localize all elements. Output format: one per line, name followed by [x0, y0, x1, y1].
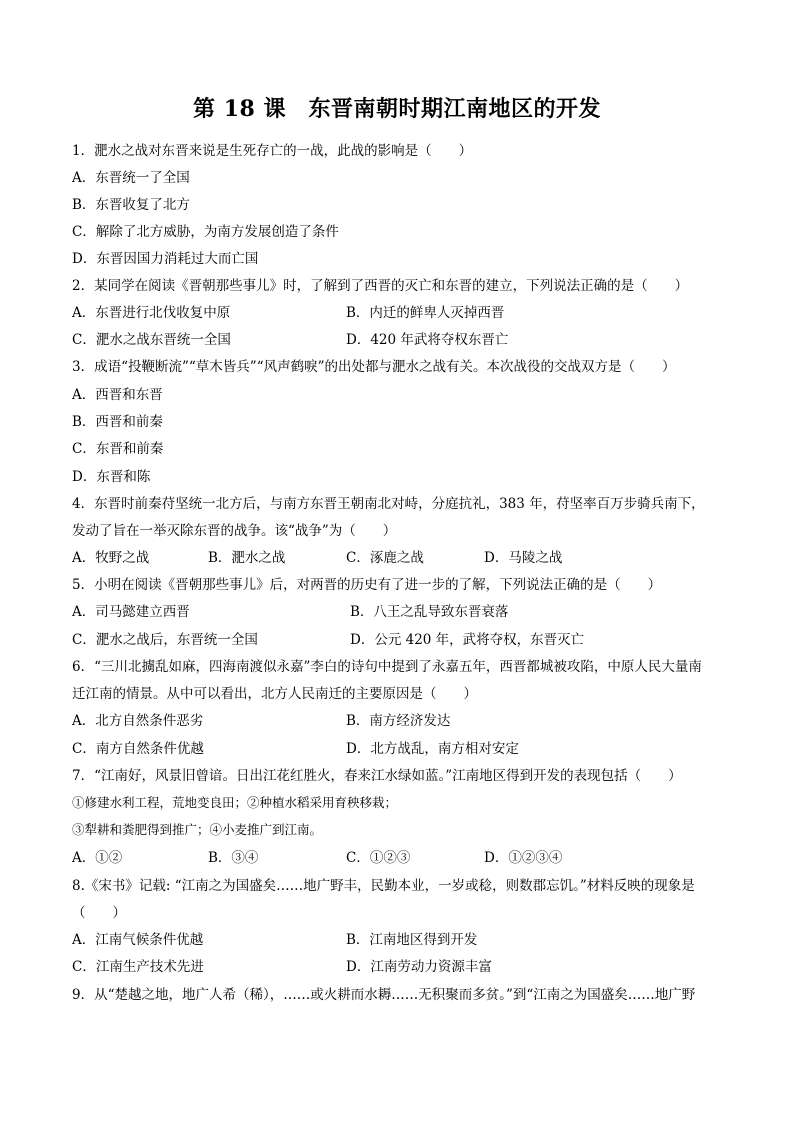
q6-option-d: D．北方战乱，南方相对安定: [346, 741, 519, 757]
q4-option-a: A．牧野之战: [72, 550, 150, 566]
q6-stem-line1: 6．“三川北擄乱如麻，四海南渡似永嘉”李白的诗句中提到了永嘉五年，西晋都城被攻陷，中原人民大量南: [72, 659, 702, 675]
q8-option-c: C．江南生产技术先进: [72, 959, 204, 975]
q3-option-a: A．西晋和东晋: [72, 387, 163, 403]
q1-option-c: C．解除了北方威胁，为南方发展创造了条件: [72, 224, 339, 240]
q2-stem: 2．某同学在阅读《晋朝那些事儿》时，了解到了西晋的灭亡和东晋的建立，下列说法正确的是（ ）: [72, 278, 689, 294]
q2-option-b: B．内迁的鲜卑人灭掉西晋: [346, 305, 505, 321]
q1-option-b: B．东晋收复了北方: [72, 197, 190, 213]
q7-option-c: C．①②③: [346, 850, 411, 866]
q5-stem: 5．小明在阅读《晋朝那些事儿》后，对两晋的历史有了进一步的了解，下列说法正确的是（ ）: [72, 577, 662, 593]
q7-option-d: D．①②③④: [484, 850, 563, 866]
q3-option-d: D．东晋和陈: [72, 469, 151, 485]
q1-option-a: A．东晋统一了全国: [72, 170, 190, 186]
q5-option-d: D．公元 420 年，武将夺权，东晋灭亡: [350, 632, 585, 648]
q6-stem-line2: 迁江南的情景。从中可以看出，北方人民南迁的主要原因是（ ）: [72, 686, 477, 702]
q5-option-c: C．淝水之战后，东晋统一全国: [72, 632, 258, 648]
q3-option-c: C．东晋和前秦: [72, 441, 164, 457]
q6-option-c: C．南方自然条件优越: [72, 741, 204, 757]
q7-option-a: A．①②: [72, 850, 123, 866]
q2-option-c: C．淝水之战东晋统一全国: [72, 332, 231, 348]
q5-option-a: A．司马懿建立西晋: [72, 604, 190, 620]
q4-option-c: C．涿鹿之战: [346, 550, 424, 566]
q1-option-d: D．东晋因国力消耗过大而亡国: [72, 251, 259, 267]
q2-option-d: D．420 年武将夺权东晋亡: [346, 332, 509, 348]
q8-option-a: A．江南气候条件优越: [72, 932, 204, 948]
q7-statement-line2: ③犁耕和粪肥得到推广；④小麦推广到江南。: [72, 822, 323, 837]
q2-option-a: A．东晋进行北伐收复中原: [72, 305, 231, 321]
page-title: 第 18 课 东晋南朝时期江南地区的开发: [193, 96, 601, 122]
q7-statement-line1: ①修建水利工程，荒地变良田；②种植水稻采用育秧移栽；: [72, 795, 398, 810]
q3-stem: 3．成语“投鞭断流”“草木皆兵”“风声鹤唳”的出处都与淝水之战有关。本次战役的交战双方是（ ）: [72, 359, 676, 375]
q1-stem: 1．淝水之战对东晋来说是生死存亡的一战，此战的影响是（ ）: [72, 143, 473, 159]
q4-option-d: D．马陵之战: [484, 550, 563, 566]
q6-option-a: A．北方自然条件恶劣: [72, 713, 204, 729]
q4-option-b: B．淝水之战: [208, 550, 286, 566]
q4-stem-line2: 发动了旨在一举灭除东晋的战争。该“战争”为（ ）: [72, 523, 397, 539]
q8-stem-line1: 8.《宋书》记载: “江南之为国盛矣……地广野丰，民勤本业，一岁或稔，则数郡忘饥。”材料反映的现象是: [72, 878, 695, 894]
q7-option-b: B．③④: [208, 850, 259, 866]
q4-stem-line1: 4．东晋时前秦苻坚统一北方后，与南方东晋王朝南北对峙，分庭抗礼，383 年，苻坚率百万步骑兵南下，: [72, 496, 705, 512]
q8-option-d: D．江南劳动力资源丰富: [346, 959, 492, 975]
q8-option-b: B．江南地区得到开发: [346, 932, 478, 948]
q5-option-b: B．八王之乱导致东晋衰落: [350, 604, 509, 620]
q9-stem-line1: 9．从“楚越之地，地广人希（稀），……或火耕而水耨……无积聚而多贫。”到“江南之为国盛矣……地广野: [72, 987, 696, 1003]
q8-stem-line2: （ ）: [72, 905, 126, 921]
q6-option-b: B．南方经济发达: [346, 713, 451, 729]
q7-stem: 7．“江南好，风景旧曾谙。日出江花红胜火，春来江水绿如蓝。”江南地区得到开发的表现包括（ ）: [72, 768, 682, 784]
q3-option-b: B．西晋和前秦: [72, 414, 163, 430]
